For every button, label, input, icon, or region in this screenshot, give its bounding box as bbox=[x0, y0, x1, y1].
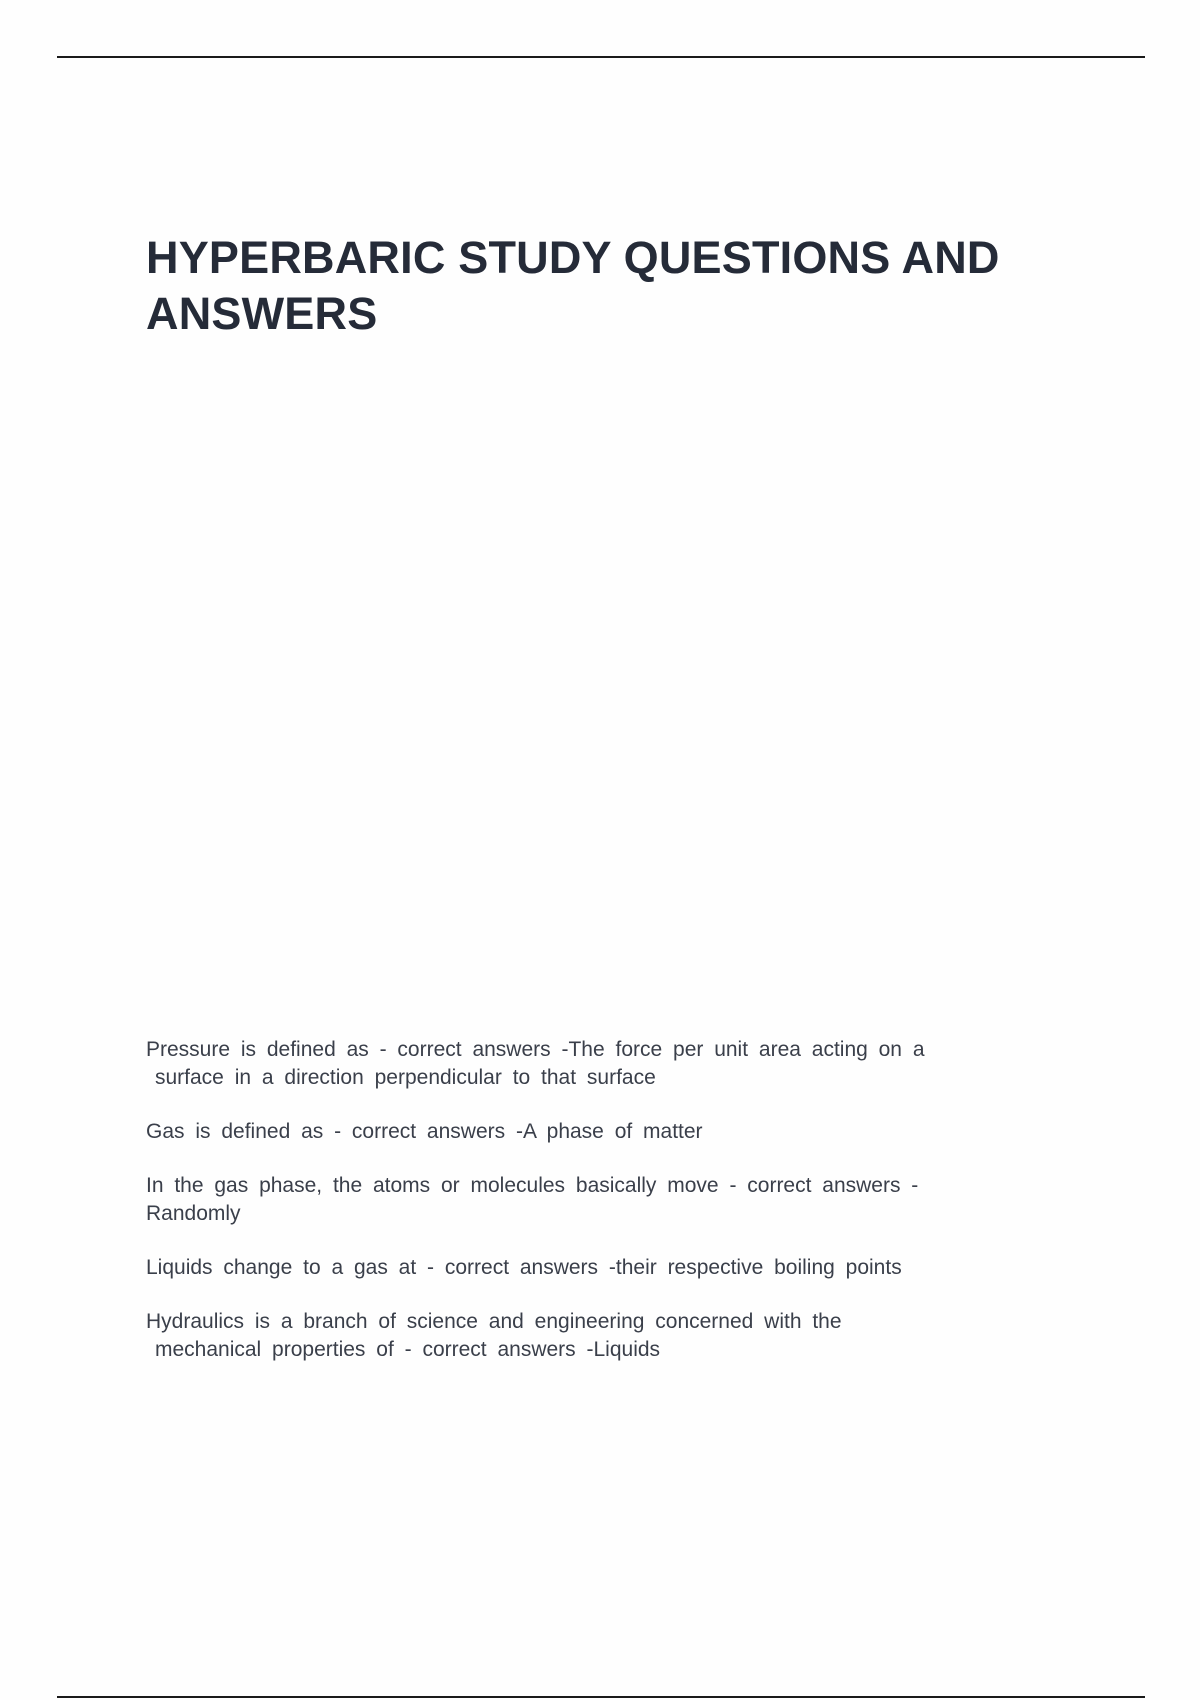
qa-item-line: Gas is defined as - correct answers -A phase of matter bbox=[146, 1120, 703, 1143]
qa-item-line: Liquids change to a gas at - correct answers -their respective boiling points bbox=[146, 1256, 902, 1279]
qa-item bbox=[146, 1118, 1066, 1146]
qa-item-line: surface in a direction perpendicular to that surface bbox=[155, 1066, 656, 1089]
qa-item bbox=[146, 1308, 1066, 1364]
top-rule bbox=[57, 56, 1145, 58]
qa-item bbox=[146, 1254, 1066, 1282]
qa-item-line: Pressure is defined as - correct answers -The force per unit area acting on a bbox=[146, 1038, 925, 1061]
qa-item-line: In the gas phase, the atoms or molecules basically move - correct answers - bbox=[146, 1174, 919, 1197]
qa-item bbox=[146, 1172, 1066, 1228]
qa-item bbox=[146, 1036, 1066, 1092]
document-title: HYPERBARIC STUDY QUESTIONS AND ANSWERS bbox=[146, 232, 1000, 339]
qa-item-line: Hydraulics is a branch of science and engineering concerned with the bbox=[146, 1310, 842, 1333]
qa-item-line: Randomly bbox=[146, 1202, 241, 1225]
qa-list bbox=[146, 1036, 1066, 1390]
bottom-rule bbox=[57, 1696, 1145, 1698]
qa-item-line: mechanical properties of - correct answers -Liquids bbox=[155, 1338, 661, 1361]
